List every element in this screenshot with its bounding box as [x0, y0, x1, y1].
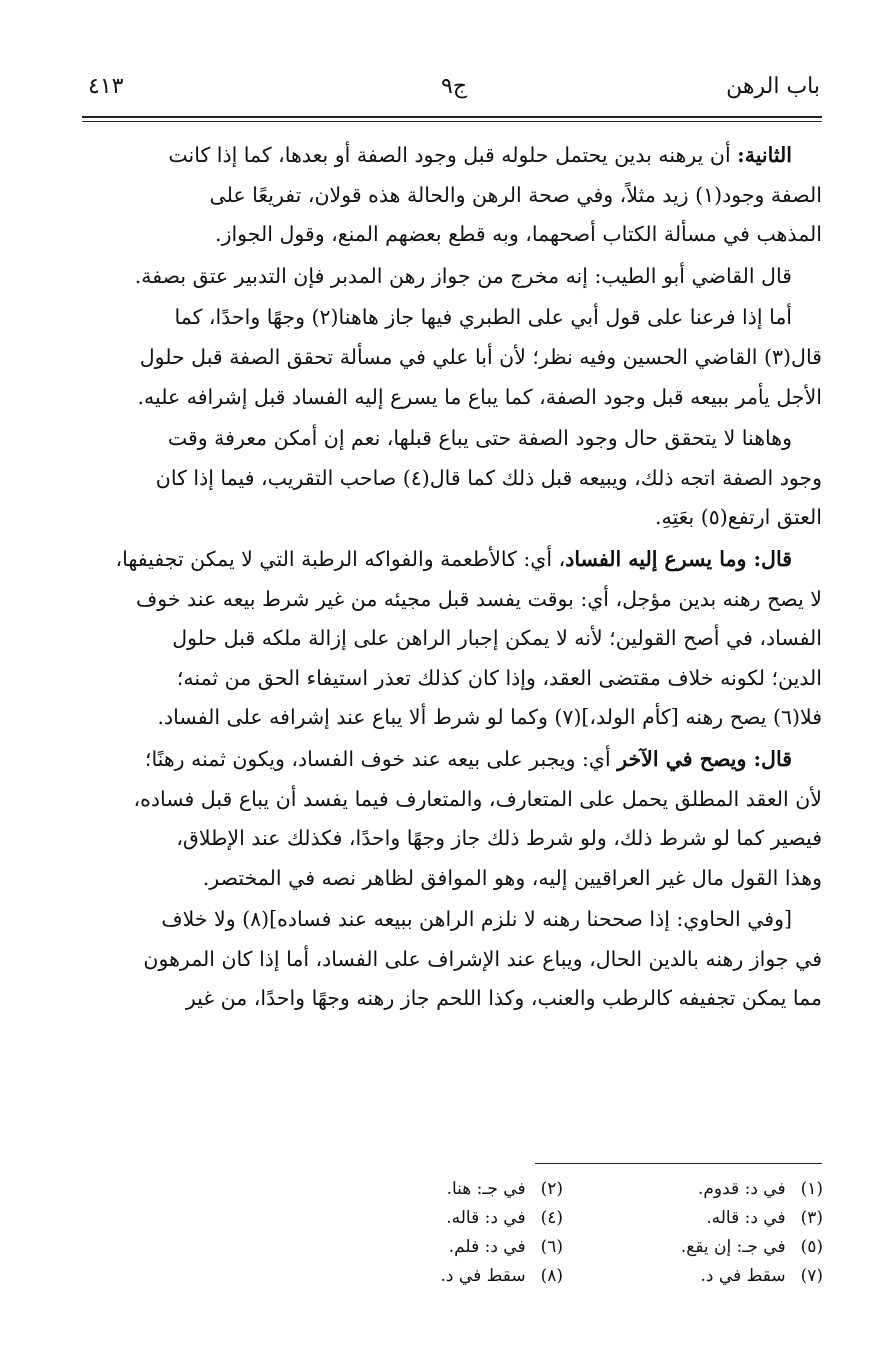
- footnote-text: في د: قدوم.: [698, 1179, 786, 1199]
- footnote-number: (١): [800, 1179, 823, 1199]
- footnote: [563, 1234, 823, 1261]
- main-text: [80, 136, 822, 1021]
- footnote-text: سقط في د.: [700, 1266, 786, 1286]
- footnote-number: (٦): [540, 1237, 563, 1257]
- header-rule-thick: [82, 116, 822, 118]
- footnotes: [303, 1176, 823, 1290]
- paragraph: [80, 540, 822, 738]
- footnote-text: في جـ: إن يقع.: [680, 1237, 786, 1257]
- footnote: [563, 1176, 823, 1203]
- paragraph-text: أما إذا فرعنا على قول أبي على الطبري فيها جاز هاهنا(٢) وجهًا واحدًا، كما قال(٣) القاضي الحسين وفيه نظر؛ لأن أبا علي في مسألة تحقق الصفة قبل حلول الأجل يأمر ببيعه قبل وجود الصفة، كما يباع ما يسرع إليه الفساد قبل إشرافه عليه.: [137, 305, 822, 409]
- paragraph-text: [وفي الحاوي: إذا صححنا رهنه لا نلزم الراهن ببيعه عند فساده](٨) ولا خلاف في جواز رهنه بالدين الحال، ويباع عند الإشراف على الفساد، أما إذا كان المرهون مما يمكن تجفيفه كالرطب والعنب، وكذا اللحم جاز رهنه وجهًا واحدًا، من غير: [143, 907, 822, 1011]
- footnote-number: (٥): [800, 1237, 823, 1257]
- footnote-separator: [535, 1163, 822, 1164]
- footnote-text: سقط في د.: [440, 1266, 526, 1286]
- footnote: [303, 1176, 563, 1203]
- footnote: [563, 1205, 823, 1232]
- paragraph-lead: قال: ويصح في الآخر: [617, 746, 792, 771]
- footnote: [563, 1263, 823, 1290]
- footnote-text: في د: فلم.: [448, 1237, 526, 1257]
- header-rule-thin: [82, 121, 822, 122]
- paragraph-text: وهاهنا لا يتحقق حال وجود الصفة حتى يباع قبلها، نعم إن أمكن معرفة وقت وجود الصفة اتجه ذلك، ويبيعه قبل ذلك كما قال(٤) صاحب التقريب، فيما إذا كان العتق ارتفع(٥) بعَتِهِ.: [155, 426, 822, 530]
- page-header: [88, 72, 820, 112]
- footnote-number: (٢): [540, 1179, 563, 1199]
- footnote-text: في جـ: هنا.: [446, 1179, 526, 1199]
- paragraph-lead: قال: وما يسرع إليه الفساد: [565, 546, 792, 571]
- footnote-number: (٧): [800, 1266, 823, 1286]
- footnote: [303, 1234, 563, 1261]
- footnote-number: (٨): [540, 1266, 563, 1286]
- paragraph: [80, 298, 822, 417]
- volume-label: ج٩: [440, 74, 468, 99]
- paragraph: [80, 900, 822, 1019]
- page-number: ٤١٣: [88, 74, 124, 99]
- footnote-number: (٤): [540, 1208, 563, 1228]
- paragraph: [80, 740, 822, 898]
- paragraph-text: قال القاضي أبو الطيب: إنه مخرج من جواز رهن المدبر فإن التدبير عتق بصفة.: [134, 263, 792, 288]
- paragraph-text: ، أي: كالأطعمة والفواكه الرطبة التي لا يمكن تجفيفها، لا يصح رهنه بدين مؤجل، أي: بوقت يفسد قبل مجيئه من غير شرط بيعه عند خوف الفساد، في أصح القولين؛ لأنه لا يمكن إجبار الراهن على إزالة ملكه قبل حلول الدين؛ لكونه خلاف مقتضى العقد، وإذا كان كذلك تعذر استيفاء الحق من ثمنه؛ فلا(٦) يصح رهنه [كأم الولد،](٧) وكما لو شرط ألا يباع عند إشرافه على الفساد.: [115, 546, 822, 730]
- footnote: [303, 1263, 563, 1290]
- footnote-number: (٣): [800, 1208, 823, 1228]
- paragraph: [80, 419, 822, 538]
- paragraph: [80, 136, 822, 255]
- paragraph-text: أي: ويجبر على بيعه عند خوف الفساد، ويكون ثمنه رهنًا؛ لأن العقد المطلق يحمل على المتعارف، والمتعارف فيما يفسد أن يباع قبل فساده، فيصير كما لو شرط ذلك، ولو شرط ذلك جاز وجهًا واحدًا، فكذلك عند الإطلاق، وهذا القول مال غير العراقيين إليه، وهو الموافق لظاهر نصه في المختصر.: [133, 746, 822, 890]
- footnote: [303, 1205, 563, 1232]
- paragraph-lead: الثانية:: [737, 143, 792, 167]
- paragraph-text: أن يرهنه بدين يحتمل حلوله قبل وجود الصفة أو بعدها، كما إذا كانت الصفة وجود(١) زيد مثلاً، وفي صحة الرهن والحالة هذه قولان، تفريعًا على المذهب في مسألة الكتاب أصحهما، وبه قطع بعضهم المنع، وقول الجواز.: [168, 143, 822, 247]
- footnote-text: في د: قاله.: [446, 1208, 526, 1228]
- footnote-text: في د: قاله.: [706, 1208, 786, 1228]
- paragraph: [80, 257, 822, 297]
- chapter-title: باب الرهن: [726, 74, 820, 99]
